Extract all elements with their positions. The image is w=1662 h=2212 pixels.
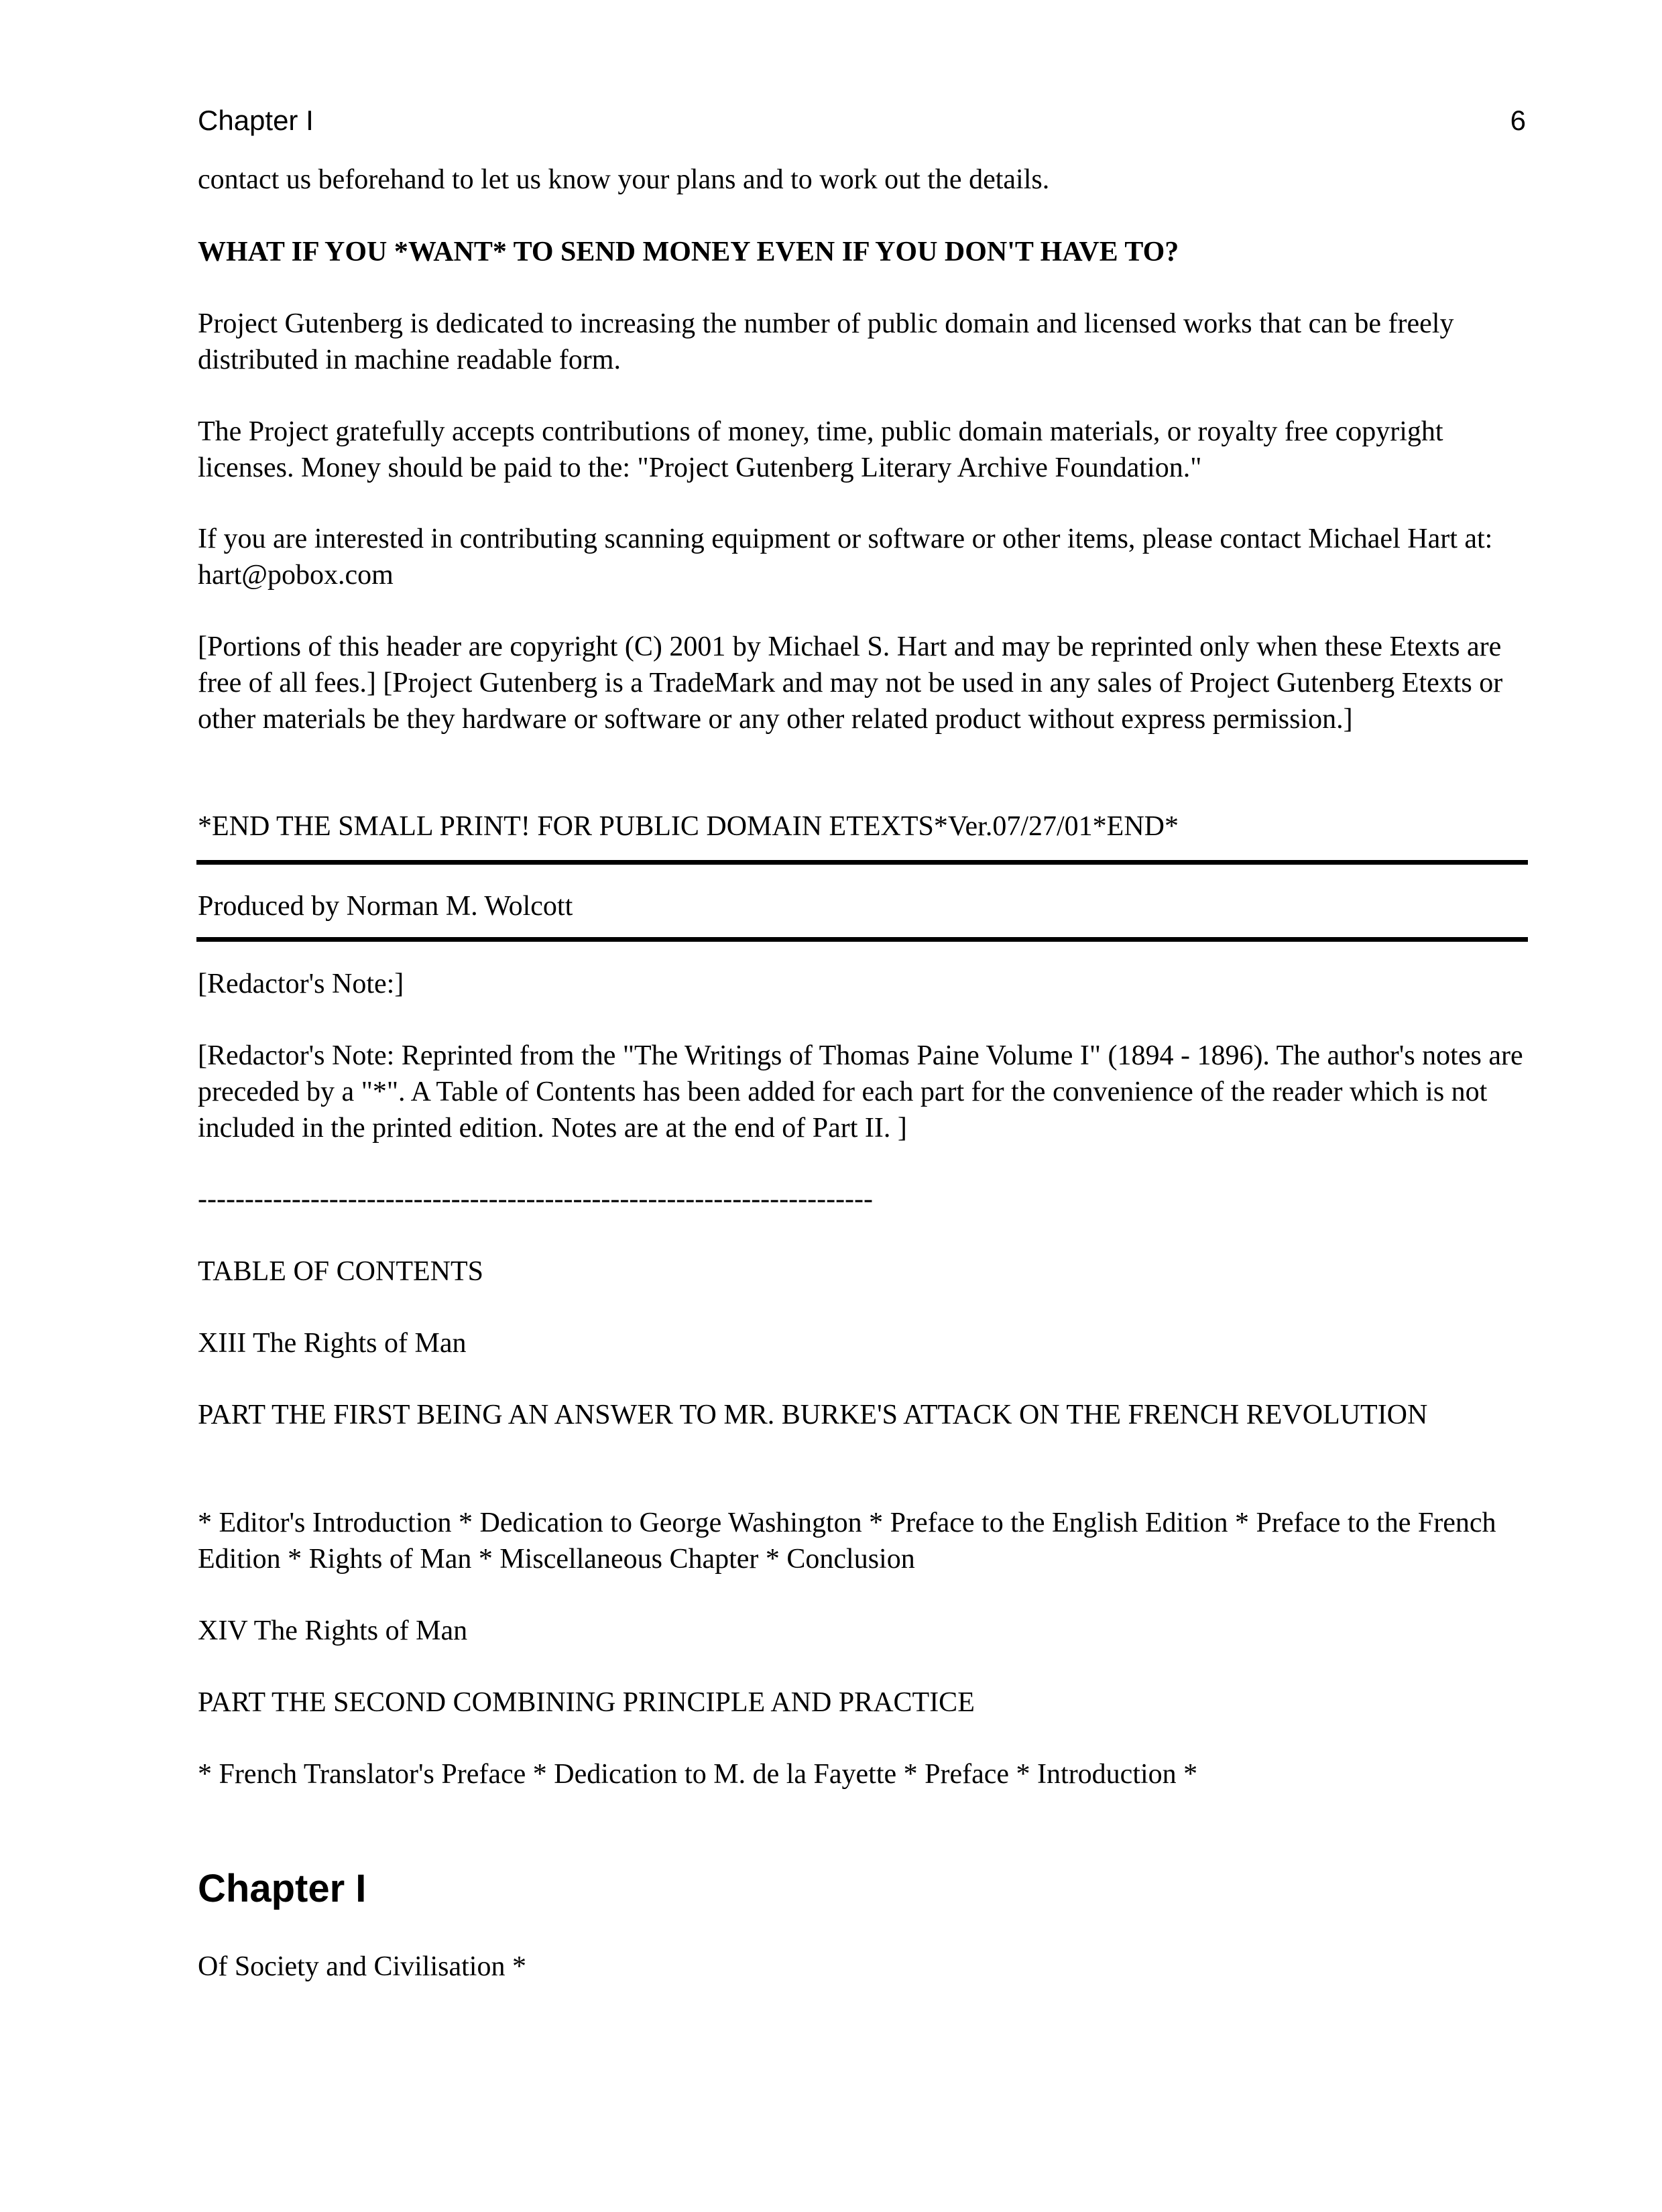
paragraph-contact-michael-hart: If you are interested in contributing scanning equipment or software or other items, please contact Michael Hart at: hart@pobox.com (198, 524, 1493, 591)
paragraph-want-to-send-money: WHAT IF YOU *WANT* TO SEND MONEY EVEN IF YOU DON'T HAVE TO? (198, 237, 1179, 267)
horizontal-rule-1 (196, 860, 1528, 865)
running-header (198, 101, 1526, 141)
paragraph-redactor-note-heading: [Redactor's Note:] (198, 969, 404, 999)
paragraph-produced-by: Produced by Norman M. Wolcott (198, 891, 573, 922)
toc-part-first-contents: * Editor's Introduction * Dedication to George Washington * Preface to the English Edition * Preface to the French Edition * Rights of Man * Miscellaneous Chapter * Conclusion (198, 1508, 1496, 1575)
toc-part-second-contents: * French Translator's Preface * Dedication to M. de la Fayette * Preface * Introduction * (198, 1759, 1198, 1790)
paragraph-redactor-note: [Redactor's Note: Reprinted from the "The Writings of Thomas Paine Volume I" (1894 - 1896). The author's notes are preceded by a "*". A Table of Contents has been added for each part for the convenience of the reader which is not included in the printed edition. Notes are at the end of Part II. ] (198, 1040, 1523, 1144)
dashed-separator: ------------------------------------------------------------------------ (198, 1184, 874, 1215)
chapter-heading: Chapter I (198, 1867, 367, 1910)
toc-heading: TABLE OF CONTENTS (198, 1256, 483, 1287)
toc-part-first: PART THE FIRST BEING AN ANSWER TO MR. BURKE'S ATTACK ON THE FRENCH REVOLUTION (198, 1400, 1428, 1430)
toc-part-second: PART THE SECOND COMBINING PRINCIPLE AND PRACTICE (198, 1687, 975, 1718)
paragraph-contributions: The Project gratefully accepts contributions of money, time, public domain materials, or royalty free copyright licenses. Money should be paid to the: "Project Gutenberg Literary Archive Foundation." (198, 416, 1443, 483)
horizontal-rule-2 (196, 937, 1528, 942)
paragraph-end-small-print: *END THE SMALL PRINT! FOR PUBLIC DOMAIN ETEXTS*Ver.07/27/01*END* (198, 811, 1179, 842)
running-header-chapter: Chapter I (198, 105, 314, 136)
paragraph-contact: contact us beforehand to let us know your plans and to work out the details. (198, 164, 1050, 195)
paragraph-dedicated: Project Gutenberg is dedicated to increasing the number of public domain and licensed works that can be freely distributed in machine readable form. (198, 308, 1454, 375)
page-number: 6 (1510, 105, 1526, 136)
toc-entry-xiii: XIII The Rights of Man (198, 1328, 467, 1359)
paragraph-copyright-portions: [Portions of this header are copyright (C) 2001 by Michael S. Hart and may be reprinted only when these Etexts are free of all fees.] [Project Gutenberg is a TradeMark and may not be used in any sales of Project Gutenberg Etexts or other materials be they hardware or software or any other related product without express permission.] (198, 631, 1503, 735)
chapter-subtitle: Of Society and Civilisation * (198, 1951, 526, 1982)
toc-entry-xiv: XIV The Rights of Man (198, 1615, 468, 1646)
